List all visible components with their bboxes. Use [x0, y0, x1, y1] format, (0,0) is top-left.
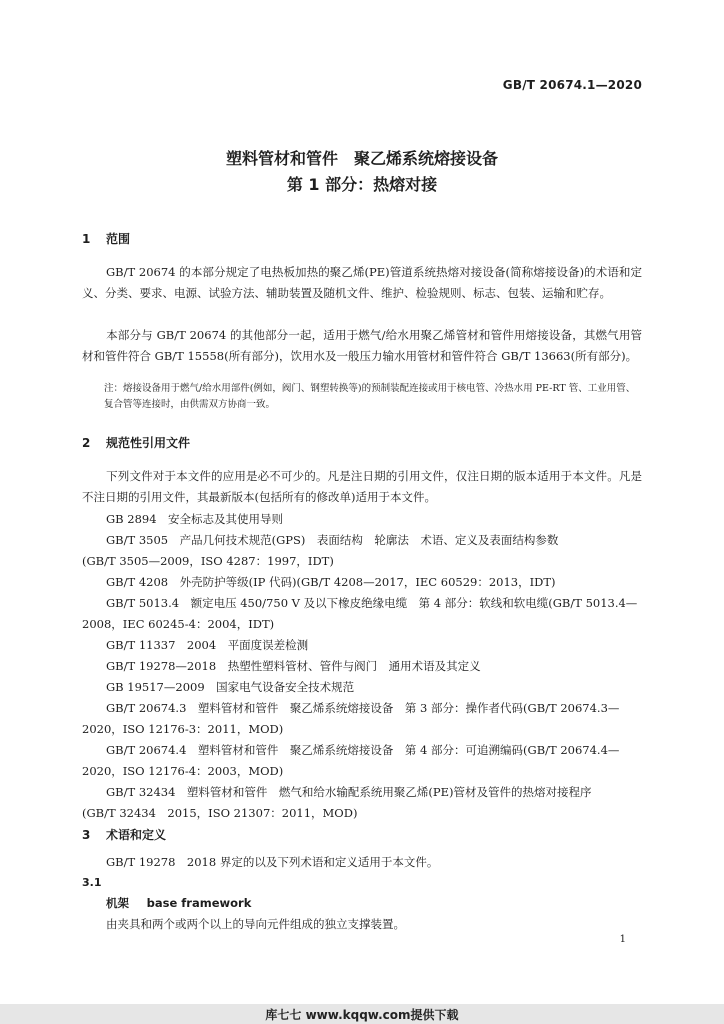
footer-banner: 库七七 www.kqqw.com提供下载	[265, 1008, 459, 1022]
title-part-b: 聚乙烯系统熔接设备	[354, 149, 499, 168]
section-heading-1: 1 范围	[82, 232, 131, 246]
reference-item: GB/T 11337 2004 平面度误差检测	[106, 638, 309, 652]
reference-item-cont: 2020，ISO 12176-3：2011，MOD)	[82, 722, 284, 736]
term-definition: 由夹具和两个或两个以上的导向元件组成的独立支撑装置。	[106, 917, 405, 931]
reference-item: GB/T 5013.4 额定电压 450/750 V 及以下橡皮绝缘电缆 第 4 部分：软线和软电缆(GB/T 5013.4—	[106, 596, 638, 610]
scope-paragraph-2: 本部分与 GB/T 20674 的其他部分一起，适用于燃气/给水用聚乙烯管材和管件用熔接设备，其燃气用管材和管件符合 GB/T 15558(所有部分)，饮用水及一般压力输水用管材和管件符合 GB/T 13663(所有部分)。	[82, 328, 642, 363]
term-heading	[106, 895, 251, 911]
reference-item: GB/T 32434 塑料管材和管件 燃气和给水输配系统用聚乙烯(PE)管材及管件的热熔对接程序	[106, 785, 592, 799]
section-heading-2: 2 规范性引用文件	[82, 436, 191, 450]
scope-note: 注：熔接设备用于燃气/给水用部件(例如，阀门、钢塑转换等)的预制装配连接或用于核电管、冷热水用 PE-RT 管、工业用管、复合管等连接时，由供需双方协商一致。	[104, 383, 636, 410]
reference-item: GB 19517—2009 国家电气设备安全技术规范	[106, 680, 355, 694]
page-number: 1	[619, 934, 626, 945]
normative-intro: 下列文件对于本文件的应用是必不可少的。凡是注日期的引用文件，仅注日期的版本适用于本文件。凡是不注日期的引用文件，其最新版本(包括所有的修改单)适用于本文件。	[82, 469, 642, 504]
reference-item-cont: 2020，ISO 12176-4：2003，MOD)	[82, 764, 284, 778]
reference-item-cont: (GB/T 3505—2009，ISO 4287：1997，IDT)	[82, 554, 334, 568]
reference-item: GB/T 3505 产品几何技术规范(GPS) 表面结构 轮廓法 术语、定义及表面结构参数	[106, 533, 559, 547]
term-number: 3.1	[82, 876, 102, 889]
reference-item: GB/T 20674.3 塑料管材和管件 聚乙烯系统熔接设备 第 3 部分：操作者代码(GB/T 20674.3—	[106, 701, 620, 715]
reference-item: GB 2894 安全标志及其使用导则	[106, 512, 284, 526]
reference-item-cont: 2008，IEC 60245-4：2004，IDT)	[82, 617, 275, 631]
reference-item: GB/T 20674.4 塑料管材和管件 聚乙烯系统熔接设备 第 4 部分：可追溯编码(GB/T 20674.4—	[106, 743, 620, 757]
document-title-line1	[0, 146, 724, 169]
reference-item: GB/T 19278—2018 热塑性塑料管材、管件与阀门 通用术语及其定义	[106, 659, 481, 673]
terms-intro: GB/T 19278 2018 界定的以及下列术语和定义适用于本文件。	[106, 855, 439, 869]
reference-item-cont: (GB/T 32434 2015，ISO 21307：2011，MOD)	[82, 806, 358, 820]
title-part-a: 塑料管材和管件	[225, 149, 338, 168]
standard-code: GB/T 20674.1—2020	[502, 78, 642, 92]
scope-paragraph-1: GB/T 20674 的本部分规定了电热板加热的聚乙烯(PE)管道系统热熔对接设备(简称熔接设备)的术语和定义、分类、要求、电源、试验方法、辅助装置及随机文件、维护、检验规则、标志、包装、运输和贮存。	[82, 265, 642, 300]
document-title-line2: 第 1 部分：热熔对接	[286, 175, 438, 194]
reference-item: GB/T 4208 外壳防护等级(IP 代码)(GB/T 4208—2017，IEC 60529：2013，IDT)	[106, 575, 556, 589]
term-cn: 机架	[106, 896, 129, 910]
section-heading-3: 3 术语和定义	[82, 828, 167, 842]
term-en: base framework	[146, 896, 252, 910]
